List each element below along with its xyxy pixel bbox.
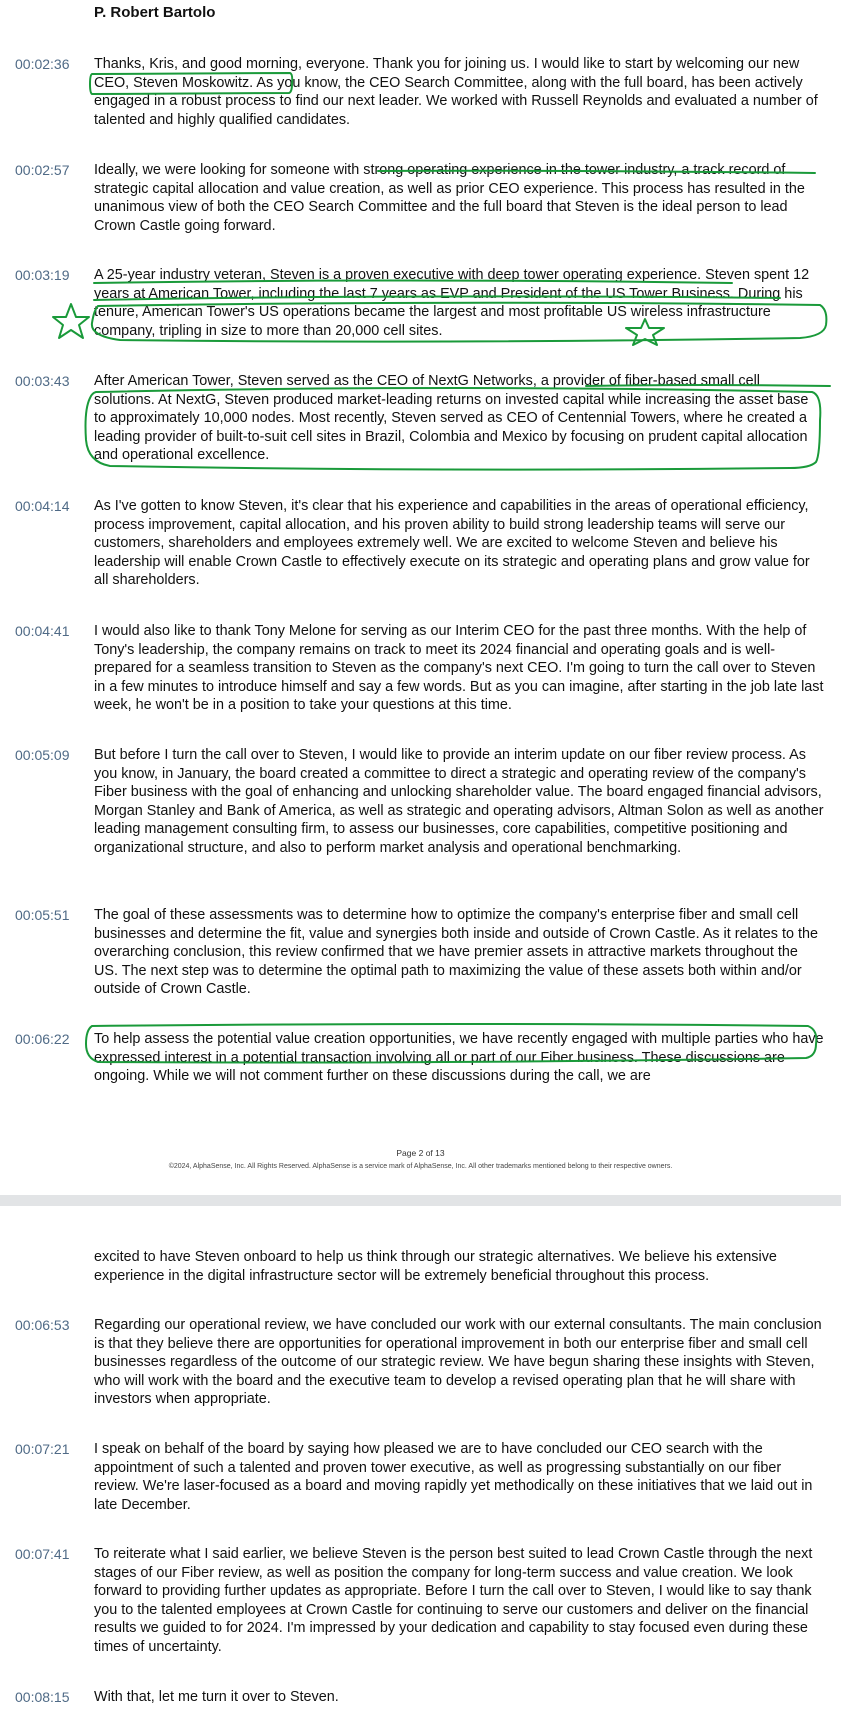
timestamp[interactable]: 00:06:22 <box>15 1031 70 1047</box>
paragraph-text: To reiterate what I said earlier, we believe Steven is the person best suited to lead Crown Castle through the next stages of our Fiber review, as well as position the company for long-term success and value creation. We look forward to providing further updates as appropriate. Before I turn the call over to Steven, I would like to say thank you to the talented employees at Crown Castle for continuing to serve our customers and deliver on the financial results we guided to for 2024. I'm impressed by your dedication and capability to stay focused even during these times of uncertainty. <box>94 1546 813 1655</box>
paragraph-text: To help assess the potential value creation opportunities, we have recently engaged with multiple parties who have expressed interest in a potential transaction involving all or part of our Fiber business. These discussions are ongoing. While we will not comment further on these discussions during the call, we are <box>94 1031 824 1085</box>
timestamp[interactable]: 00:03:19 <box>15 267 70 283</box>
paragraph-text: With that, let me turn it over to Steven. <box>94 1689 339 1705</box>
copyright-notice: ©2024, AlphaSense, Inc. All Rights Reserved. AlphaSense is a service mark of AlphaSense, Inc. All other trademarks mentioned belong to their respective owners. <box>168 1163 673 1170</box>
timestamp[interactable]: 00:07:21 <box>15 1441 70 1457</box>
timestamp[interactable]: 00:04:41 <box>15 623 70 639</box>
star-mark <box>53 304 89 338</box>
timestamp[interactable]: 00:06:53 <box>15 1317 70 1333</box>
paragraph-text: I speak on behalf of the board by saying how pleased we are to have concluded our CEO search with the appointment of such a talented and proven tower executive, as well as progressing substantially on our fiber review. We're laser-focused as a board and moving rapidly yet methodically on these initiatives that we laid out in late December. <box>94 1441 813 1513</box>
paragraph-text: But before I turn the call over to Steven, I would like to provide an interim update on our fiber review process. As you know, in January, the board created a committee to direct a strategic and operating review of the company's Fiber business with the goal of enhancing and unlocking shareholder value. The board engaged financial advisors, Morgan Stanley and Bank of America, as well as strategic and operating advisors, Altman Solon as well as another leading management consulting firm, to assess our businesses, core capabilities, competitive positioning and organizational structure, and also to perform market analysis and operational benchmarking. <box>94 747 824 856</box>
timestamp[interactable]: 00:07:41 <box>15 1546 70 1562</box>
paragraph-text: Regarding our operational review, we have concluded our work with our external consultants. The main conclusion is that they believe there are opportunities for operational improvement in both our enterprise fiber and small cell businesses regardless of the outcome of our strategic review. We have begun sharing these insights with Steven, who will work with the board and the executive team to develop a revised operating plan that he will share with investors when appropriate. <box>94 1317 822 1408</box>
timestamp[interactable]: 00:08:15 <box>15 1689 70 1705</box>
page-separator <box>0 1195 841 1206</box>
paragraph-text: I would also like to thank Tony Melone for serving as our Interim CEO for the past three months. With the help of Tony's leadership, the company remains on track to meet its 2024 financial and operating goals and is well-prepared for a seamless transition to Steven as the company's next CEO. I'm going to turn the call over to Steven in a few minutes to introduce himself and say a few words. But as you can imagine, after starting in the job late last week, he won't be in a position to take your questions at this time. <box>94 623 824 714</box>
transcript-page-3 <box>0 1206 841 1711</box>
page-number: Page 2 of 13 <box>396 1148 445 1158</box>
timestamp[interactable]: 00:05:51 <box>15 907 70 923</box>
timestamp[interactable]: 00:02:36 <box>15 56 70 72</box>
timestamp[interactable]: 00:04:14 <box>15 498 70 514</box>
paragraph-text: excited to have Steven onboard to help us think through our strategic alternatives. We believe his extensive experience in the digital infrastructure sector will be extremely beneficial throughout this process. <box>94 1249 777 1284</box>
timestamp[interactable]: 00:02:57 <box>15 162 70 178</box>
paragraph-text: The goal of these assessments was to determine how to optimize the company's enterprise fiber and small cell businesses and determine the fit, value and synergies both inside and outside of Crown Castle. As it relates to the overarching conclusion, this review confirmed that we have premier assets in attractive markets throughout the US. The next step was to determine the optimal path to maximizing the value of these assets both within and/or outside of Crown Castle. <box>94 907 818 998</box>
paragraph-text: As I've gotten to know Steven, it's clear that his experience and capabilities in the areas of operational efficiency, process improvement, capital allocation, and his proven ability to build strong leadership teams will serve our customers, shareholders and employees extremely well. We are excited to welcome Steven and believe his leadership will enable Crown Castle to effectively execute on its strategic and operating plans and grow value for all shareholders. <box>94 498 810 589</box>
paragraph-text: After American Tower, Steven served as the CEO of NextG Networks, a provider of fiber-based small cell solutions. At NextG, Steven produced market-leading returns on invested capital while increasing the asset base to approximately 10,000 nodes. Most recently, Steven served as CEO of Centennial Towers, where he created a leading provider of built-to-suit cell sites in Brazil, Colombia and Mexico by focusing on prudent capital allocation and operational excellence. <box>94 373 809 464</box>
speaker-name: P. Robert Bartolo <box>94 4 216 21</box>
paragraph-text: A 25-year industry veteran, Steven is a proven executive with deep tower operating experience. Steven spent 12 years at American Tower, including the last 7 years as EVP and President of the US Tower Business. During his tenure, American Tower's US operations became the largest and most profitable US wireless infrastructure company, tripling in size to more than 20,000 cell sites. <box>94 267 810 339</box>
paragraph-text: Ideally, we were looking for someone with strong operating experience in the tower industry, a track record of strategic capital allocation and value creation, as well as prior CEO experience. This process has resulted in the unanimous view of both the CEO Search Committee and the full board that Steven is the ideal person to lead Crown Castle going forward. <box>94 162 805 234</box>
timestamp[interactable]: 00:03:43 <box>15 373 70 389</box>
paragraph-text: Thanks, Kris, and good morning, everyone. Thank you for joining us. I would like to start by welcoming our new CEO, Steven Moskowitz. As you know, the CEO Search Committee, along with the full board, has been actively engaged in a robust process to find our next leader. We worked with Russell Reynolds and evaluated a number of talented and highly qualified candidates. <box>94 56 818 128</box>
timestamp[interactable]: 00:05:09 <box>15 747 70 763</box>
